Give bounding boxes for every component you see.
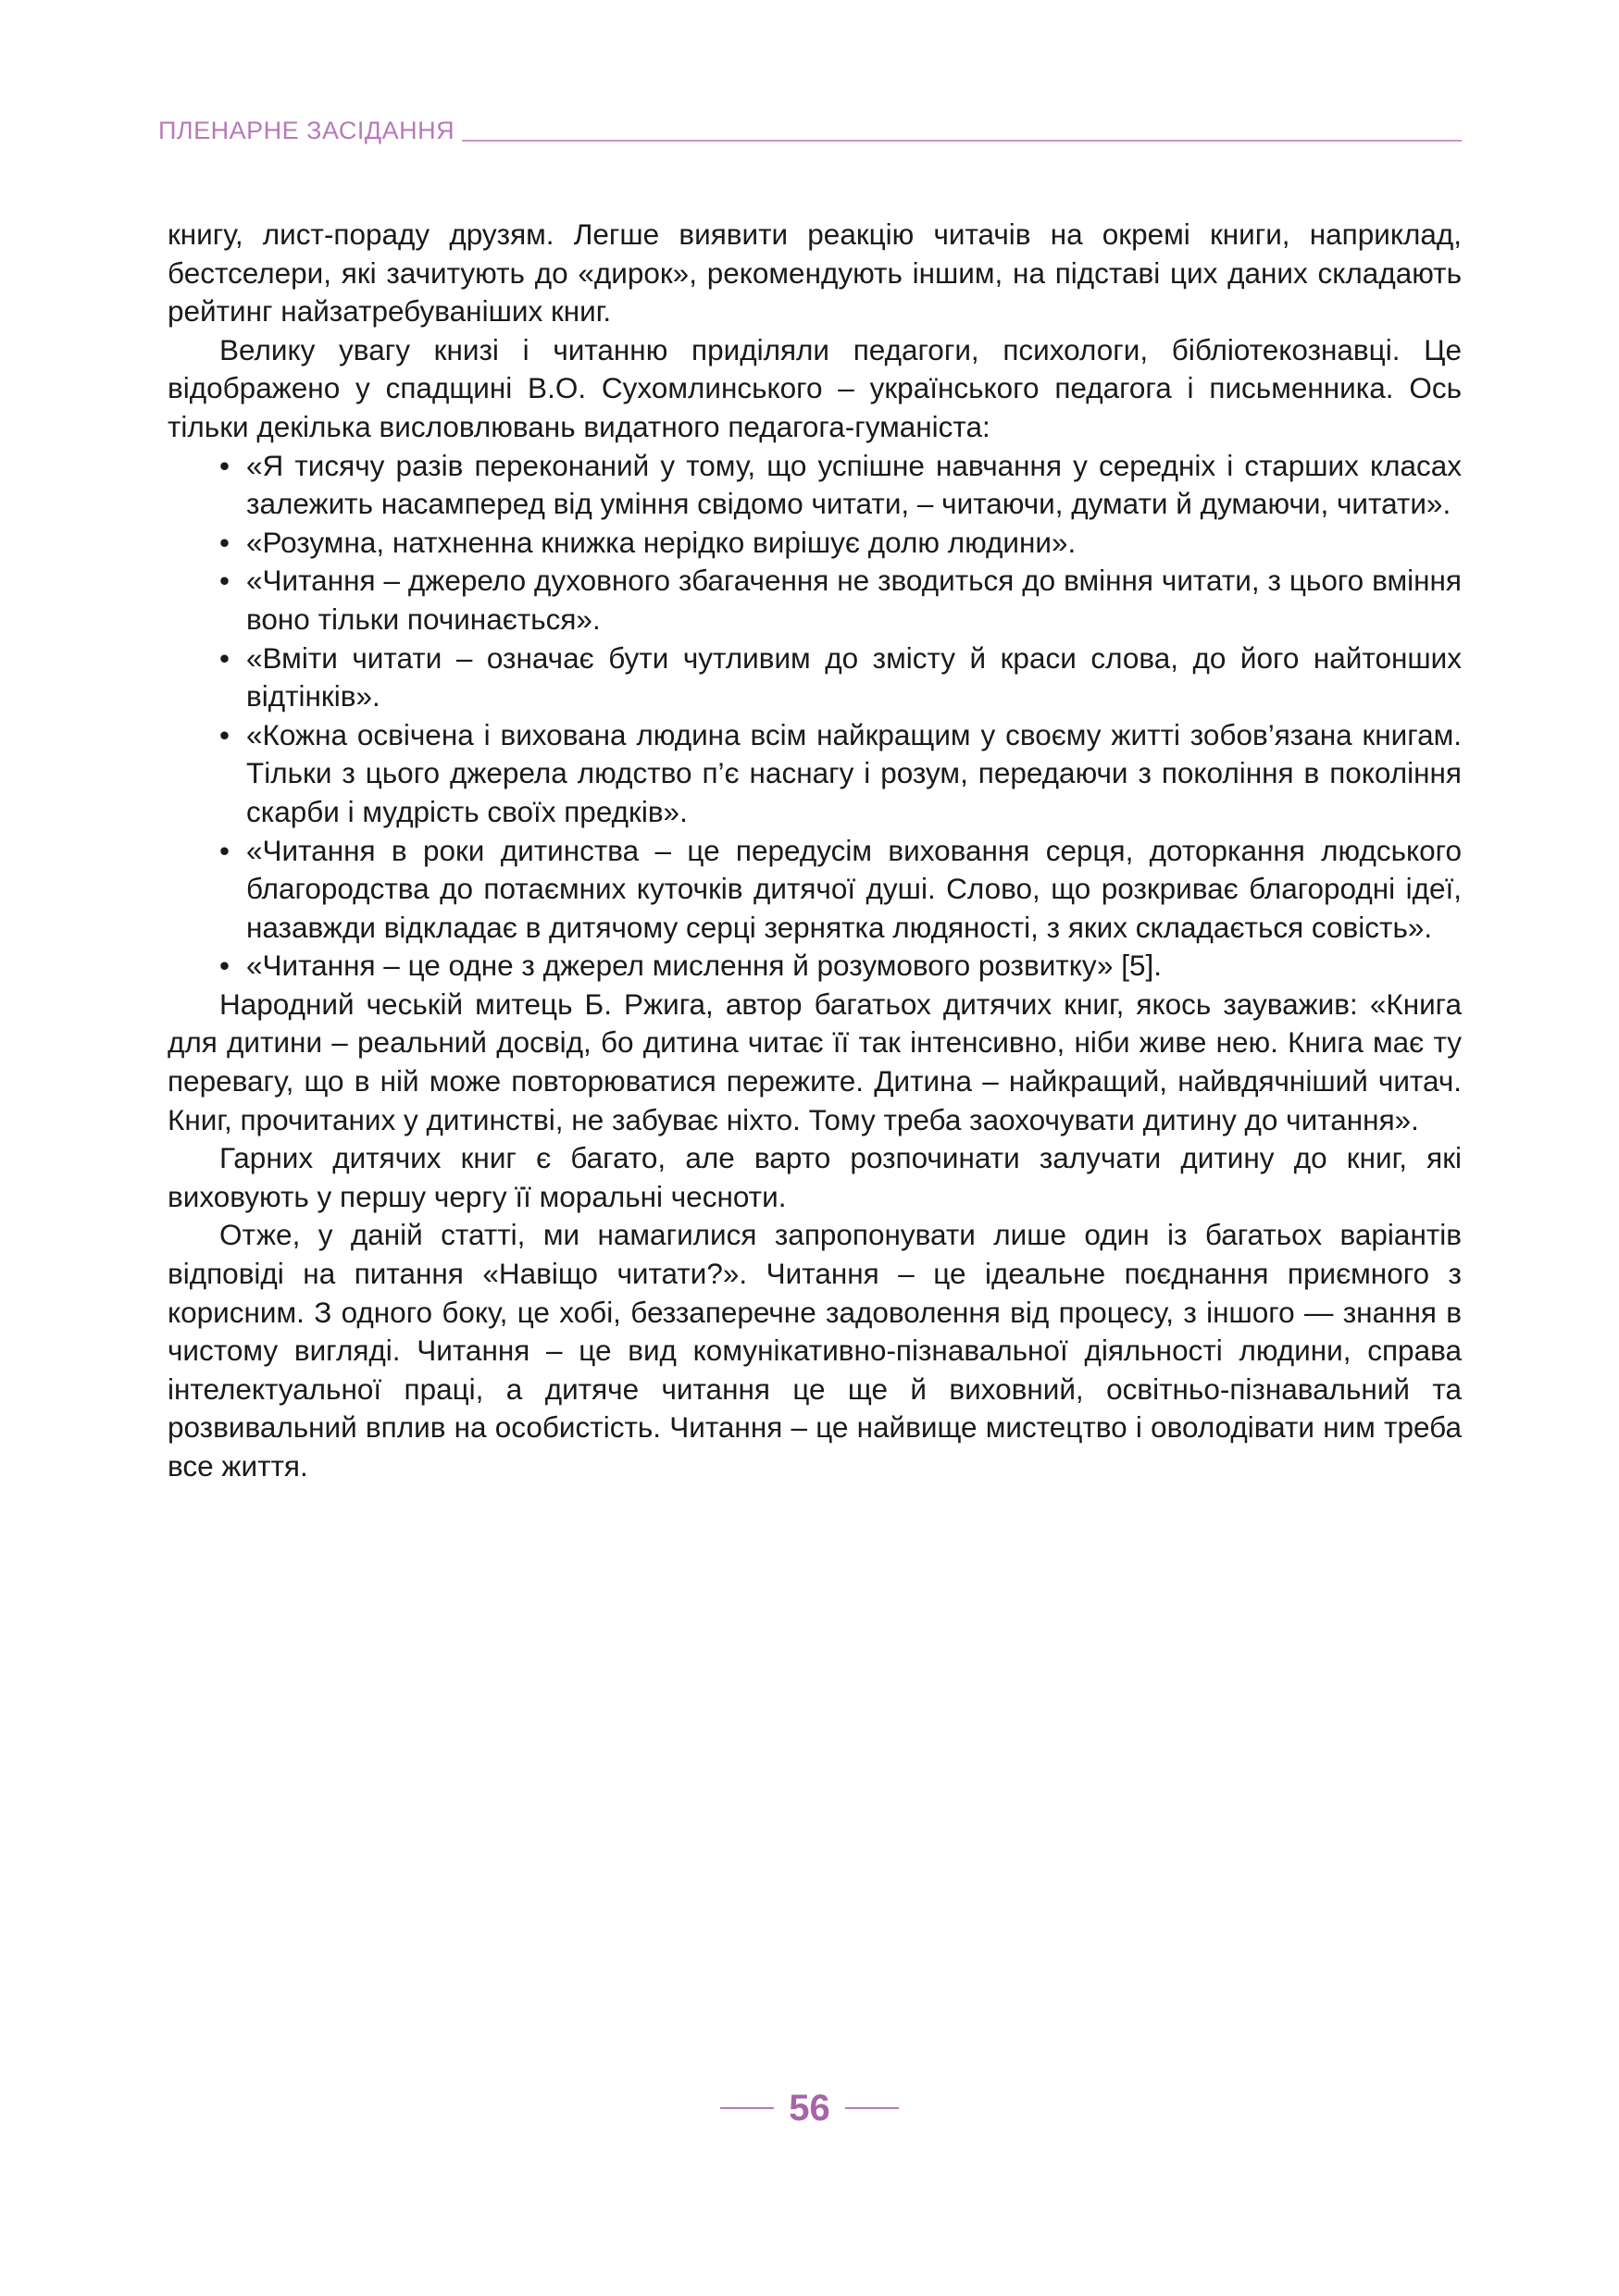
header-rule [462, 140, 1462, 142]
page-number: 56 [789, 2088, 830, 2128]
quote-item [168, 832, 1462, 948]
quote-text: «Вміти читати – означає бути чутливим до змісту й краси слова, до його найтонших відтінків». [246, 640, 1462, 714]
footer-dash-left [720, 2107, 774, 2109]
section-title: ПЛЕНАРНЕ ЗАСІДАННЯ [158, 117, 455, 144]
running-header [158, 118, 1462, 143]
paragraph-rzhyha: Народний чеській митець Б. Ржига, автор багатьох дитячих книг, якось зауважив: «Книга для дитини – реальний досвід, бо дитина читає її так інтенсивно, ніби живе нею. Книга має ту перевагу, що в ній може повторюватися пережите. Дитина – найкращий, найвдячніший читач. Книг, прочитаних у дитинстві, не забуває ніхто. Тому треба заохочувати дитину до читання». [168, 987, 1462, 1136]
quote-item [168, 716, 1462, 832]
quote-item [168, 947, 1462, 986]
quote-text: «Кожна освічена і вихована людина всім найкращим у своєму житті зобов’язана книгам. Тільки з цього джерела людство п’є наснагу і розум, передаючи з покоління в покоління скарби і мудрість своїх предків». [246, 717, 1462, 828]
quote-list [168, 447, 1462, 986]
page-footer [0, 2090, 1619, 2127]
paragraph-intro: книгу, лист-пораду друзям. Легше виявити реакцію читачів на окремі книги, наприклад, бестселери, які зачитують до «дирок», рекомендують іншим, на підставі цих даних складають рейтинг найзатребуваніших книг. [168, 217, 1462, 329]
bullet-icon: • [219, 640, 230, 675]
quote-text: «Розумна, натхненна книжка нерідко вирішує долю людини». [246, 525, 1077, 559]
quote-text: «Читання – джерело духовного збагачення не зводиться до вміння читати, з цього вміння воно тільки починається». [246, 564, 1462, 636]
quote-text: «Читання в роки дитинства – це передусім виховання серця, доторкання людського благородства до потаємних куточків дитячої душі. Слово, що розкриває благородні ідеї, назавжди відкладає в дитячому серці зернятка людяності, з яких складається совість». [246, 833, 1462, 944]
quote-item [168, 524, 1462, 563]
quote-text: «Читання – це одне з джерел мислення й розумового розвитку» [5]. [246, 949, 1163, 983]
quote-text: «Я тисячу разів переконаний у тому, що успішне навчання у середніх і старших класах залежить насамперед від уміння свідомо читати, – читаючи, думати й думаючи, читати». [246, 448, 1462, 521]
bullet-icon: • [219, 448, 230, 482]
quote-item [168, 447, 1462, 524]
bullet-icon: • [219, 833, 230, 867]
quote-item [168, 639, 1462, 716]
paragraph-sukhomlynsky: Велику увагу книзі і читанню приділяли педагоги, психологи, бібліотекознавці. Це відображено у спадщині В.О. Сухомлинського – українського педагога і письменника. Ось тільки декілька висловлювань видатного педагога-гуманіста: [168, 332, 1462, 443]
bullet-icon: • [219, 949, 230, 983]
article-body [168, 216, 1462, 1486]
bullet-icon: • [219, 525, 230, 559]
paragraph-good-books: Гарних дитячих книг є багато, але варто розпочинати залучати дитину до книг, які виховують у першу чергу її моральні чесноти. [168, 1141, 1462, 1213]
quote-item [168, 562, 1462, 639]
footer-dash-right [845, 2107, 899, 2109]
paragraph-conclusion: Отже, у даній статті, ми намагилися запропонувати лише один із багатьох варіантів відповіді на питання «Навіщо читати?». Читання – це ідеальне поєднання приємного з корисним. З одного боку, це хобі, беззаперечне задоволення від процесу, з іншого — знання в чистому вигляді. Читання – це вид комунікативно-пізнавальної діяльності людини, справа інтелектуальної праці, а дитяче читання це ще й виховний, освітньо-пізнавальний та розвивальний вплив на особистість. Читання – це найвище мистецтво і оволодівати ним треба все життя. [168, 1218, 1462, 1483]
bullet-icon: • [219, 717, 230, 751]
bullet-icon: • [219, 564, 230, 598]
